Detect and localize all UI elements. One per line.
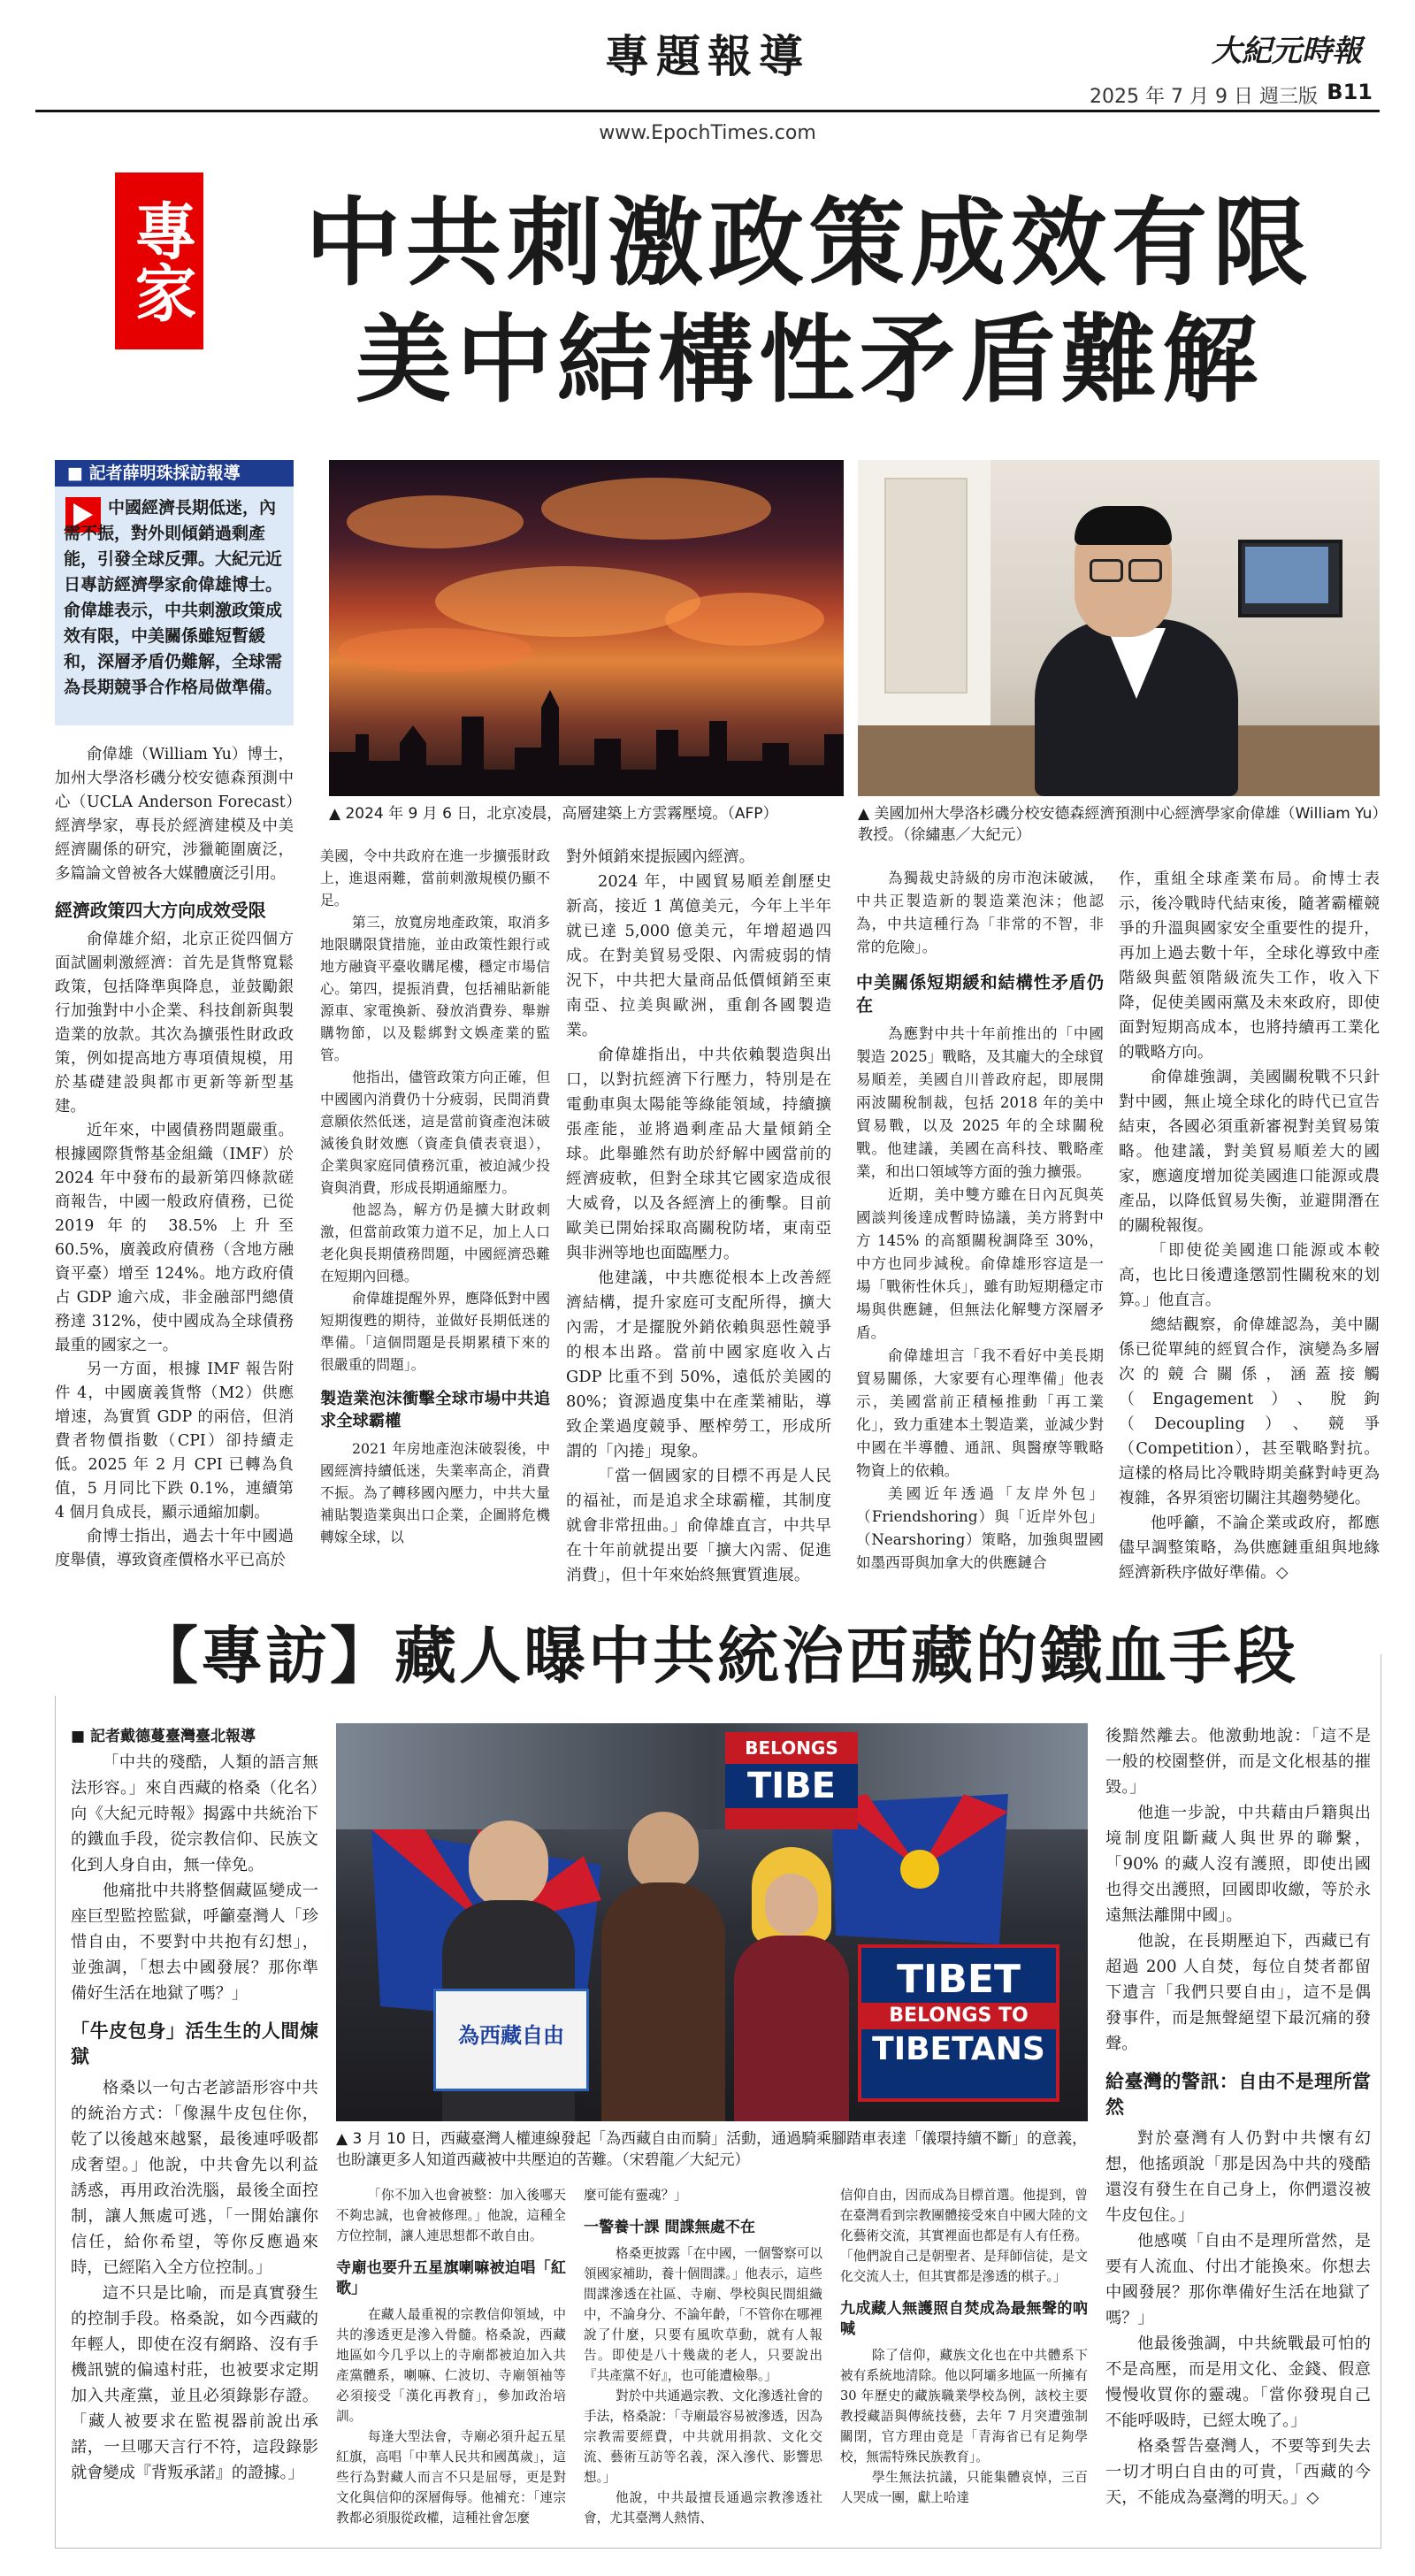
photo-caption: ▲ 美國加州大學洛杉磯分校安德森經濟預測中心經濟學家俞偉雄（William Yu）教授。（徐繡惠／大紀元） xyxy=(858,805,1380,844)
subheading: 「牛皮包身」活生生的人間煉獄 xyxy=(71,2020,318,2067)
paragraph: 美國，令中共政府在進一步擴張財政上，進退兩難，當前刺激規模仍顯不足。 xyxy=(320,847,550,908)
paragraph: 他最後強調，中共統戰最可怕的不是高壓，而是用文化、金錢、假意慢慢收買你的靈魂。「當你發現自己不能呼吸時，已經太晚了。」 xyxy=(1105,2334,1371,2430)
article-column-5 xyxy=(1119,867,1380,1592)
byline: ■ 記者薛明珠採訪報導 xyxy=(55,460,294,487)
paragraph: 俞博士指出，過去十年中國過度舉債，導致資產價格水平已高於 xyxy=(55,1528,294,1569)
paragraph: 他指出，儘管政策方向正確，但中國國內消費仍十分疲弱，民間消費意願依然低迷，這是當前資產泡沫破滅後負財效應（資產負債表衰退），企業與家庭同債務沉重，被迫減少投資與消費，形成長期通縮壓力。 xyxy=(320,1069,550,1196)
subheading: 製造業泡沫衝擊全球市場中共追求全球霸權 xyxy=(320,1390,550,1430)
sign-text: TIBETANS xyxy=(872,2031,1045,2067)
paragraph: 第三，放寬房地產政策，取消多地限購限貸措施，並由政策性銀行或地方融資平臺收購尾樓，穩定市場信心。第四，提振消費，包括補貼新能源車、家電換新、發放消費券、舉辦購物節，以及鬆綁對文娛產業的監管。 xyxy=(320,914,550,1063)
newspaper-logo: 大紀元時報 xyxy=(1212,34,1362,69)
paragraph: 對外傾銷來提振國內經濟。 xyxy=(566,847,755,866)
paragraph: 「你不加入也會被整：加入後哪天不夠忠誠，也會被修理。」他說，這種全方位控制，讓人連思想都不敢自由。 xyxy=(336,2188,566,2243)
paragraph: 為獨裁史詩級的房市泡沫破滅，中共正製造新的製造業泡沫；他認為，中共這種行為「非常的不智，非常的危險」。 xyxy=(856,870,1104,955)
paragraph: 在藏人最重視的宗教信仰領域，中共的滲透更是滲入骨髓。格桑說，西藏地區如今几乎以上的寺廟都被迫加入共產黨體系，喇嘛、仁波切、寺廟領袖等必須接受「漢化再教育」，參加政治培訓。 xyxy=(336,2307,566,2424)
paragraph: 2024 年，中國貿易順差創歷史新高，接近 1 萬億美元，今年上半年就已達 5,000 億美元，年增超過四成。在對美貿易受限、內需疲弱的情況下，中共把大量商品低價傾銷至東南亞、拉美與歐洲，重創各國製造業。 xyxy=(566,872,831,1039)
page-number: B11 xyxy=(1327,80,1373,104)
paragraph: 美國近年透過「友岸外包」（Friendshoring）與「近岸外包」（Nearshoring）策略，加強與盟國如墨西哥與加拿大的供應鏈合 xyxy=(856,1485,1104,1571)
sign-text: BELONGS TO xyxy=(861,2003,1056,2029)
article-column-3 xyxy=(584,2185,822,2539)
byline: ■ 記者戴德蔓臺灣臺北報導 xyxy=(71,1728,256,1745)
paragraph: 他進一步說，中共藉由戶籍與出境制度阻斷藏人與世界的聯繫，「90% 的藏人沒有護照，即使出國也得交出護照，回國即收繳，等於永遠無法離開中國」。 xyxy=(1105,1804,1371,1925)
article-column-1 xyxy=(55,743,294,1592)
paragraph: 麼可能有靈魂？」 xyxy=(584,2188,687,2203)
article-column-3 xyxy=(566,845,831,1592)
paragraph: 他說，在長期壓迫下，西藏已有超過 200 人自焚，每位自焚者都留下遺言「我們只要自由」，這不是偶發事件，而是無聲絕望下最沉痛的發聲。 xyxy=(1105,1932,1371,2053)
subheading: 寺廟也要升五星旗喇嘛被迫唱「紅歌」 xyxy=(336,2259,566,2297)
site-url[interactable]: www.EpochTimes.com xyxy=(599,122,816,144)
paragraph: 近期，美中雙方雖在日內瓦與英國談判後達成暫時協議，美方將對中方 145% 的高額關稅調降至 30%，中方也同步減稅。俞偉雄形容這是一場「戰術性休兵」，雖有助短期穩定市場與供應鏈，但無法化解雙方深層矛盾。 xyxy=(856,1186,1104,1341)
paragraph: 總結觀察，俞偉雄認為，美中關係已從單純的經貿合作，演變為多層次的競合關係，涵蓋接觸（Engagement）、脫鉤（Decoupling）、競爭（Competition），甚至戰略對抗。這樣的格局比冷戰時期美蘇對峙更為複雜，各界須密切關注其趨勢變化。 xyxy=(1119,1315,1380,1507)
section-title: 專題報導 xyxy=(605,30,810,82)
paragraph: 為應對中共十年前推出的「中國製造 2025」戰略，及其龐大的全球貿易順差，美國自川普政府起，即展開兩波關稅制裁，包括 2018 年的美中貿易戰，以及 2025 年的全球關稅戰。他建議，美國在高科技、戰略產業，和出口領域等方面的強力擴張。 xyxy=(856,1025,1104,1180)
subheading: 經濟政策四大方向成效受限 xyxy=(55,901,266,921)
article-column-4 xyxy=(856,867,1104,1592)
subheading: 九成藏人無護照自焚成為最無聲的吶喊 xyxy=(840,2300,1088,2338)
paragraph: 他認為，解方仍是擴大財政刺激，但當前政策力道不足，加上人口老化與長期債務問題，中國經濟恐難在短期內回穩。 xyxy=(320,1201,550,1284)
paragraph: 另一方面，根據 IMF 報告附件 4，中國廣義貨幣（M2）供應增速，為實質 GDP 的兩倍，但消費者物價指數（CPI）卻持續走低。2025 年 2 月 CPI 已轉為負值，5 月同比下跌 0.1%，連續第 4 個月負成長，顯示通縮加劇。 xyxy=(55,1361,294,1522)
paragraph: 信仰自由，因而成為目標首選。他提到，曾在臺灣看到宗教團體接受來自中國大陸的文化藝術交流，其實裡面也都是有人有任務。「他們說自己是朝聖者、是拜師信徒，是文化交流人士，但其實都是滲透的棋子。」 xyxy=(840,2188,1088,2284)
headline-line-1: 中共刺激政策成效有限 xyxy=(304,188,1313,299)
paragraph: 近年來，中國債務問題嚴重。根據國際貨幣基金組織（IMF）於 2024 年中發布的最新第四條款磋商報告，中國一般政府債務，已從 2019 年的 38.5% 上升至 60.5%，廣義政府債務（含地方融資平臺）增至 124%。地方政府債占 GDP 逾六成，非金融部門總債務達 312%，使中國成為全球債務最重的國家之一。 xyxy=(55,1122,294,1354)
protest-poster xyxy=(433,1989,589,2091)
paragraph: 俞偉雄介紹，北京正從四個方面試圖刺激經濟：首先是貨幣寬鬆政策，包括降準與降息，並鼓勵銀行加強對中小企業、科技創新與製造業的放款。其次為擴張性財政政策，例如提高地方專項債規模，用於基礎建設與都市更新等新型基建。 xyxy=(55,931,294,1116)
paragraph: 他感嘆「自由不是理所當然，是要有人流血、付出才能換來。你想去中國發展？那你準備好生活在地獄了嗎？」 xyxy=(1105,2232,1371,2327)
paragraph: 對於臺灣有人仍對中共懷有幻想，他搖頭說「那是因為中共的殘酷還沒有發生在自己身上，你們還沒被牛皮包住。」 xyxy=(1105,2129,1371,2225)
paragraph: 格桑更披露「在中國，一個警察可以領國家補助，養十個間諜。」他表示，這些間諜滲透在社區、寺廟、學校與民間組織中，不論身分、不論年齡，「不管你在哪裡說了什麼，只要有風吹草動，就有人報告。即使是八十幾歲的老人，只要說出『共產黨不好』，也可能遭檢舉。」 xyxy=(584,2246,822,2383)
article-column-4 xyxy=(840,2185,1088,2539)
subheading: 一警養十課 間諜無處不在 xyxy=(584,2219,755,2236)
paragraph: 格桑誓告臺灣人，不要等到失去一切才明白自由的可貴，「西藏的今天，不能成為臺灣的明天。」◇ xyxy=(1105,2437,1371,2507)
sign-text: TIBET xyxy=(897,1957,1021,2002)
paragraph: 他說，中共最擅長通過宗教滲透社會，尤其臺灣人熱情、 xyxy=(584,2490,822,2526)
paragraph: 他呼籲，不論企業或政府，都應儘早調整策略，為供應鏈重組與地緣經濟新秩序做好準備。◇ xyxy=(1119,1514,1380,1582)
paragraph: 他建議，中共應從根本上改善經濟結構，提升家庭可支配所得，擴大內需，才是擺脫外銷依賴與惡性競爭的根本出路。當前中國家庭收入占 GDP 比重不到 50%，遠低於美國的 80%；資源過度集中在產業補貼，導致企業過度競爭、壓榨勞工，形成所謂的「內捲」現象。 xyxy=(566,1269,831,1460)
building-silhouettes xyxy=(329,681,844,796)
protest-sign xyxy=(725,1732,858,1829)
headline-line-2: 美中結構性矛盾難解 xyxy=(355,304,1263,416)
economist-portrait-photo xyxy=(858,460,1380,796)
lead-paragraph: 中國經濟長期低迷，內需不振，對外則傾銷過剩產能，引發全球反彈。大紀元近日專訪經濟學家俞偉雄博士。俞偉雄表示，中共刺激政策成效有限，中美關係雖短暫緩和，深層矛盾仍難解，全球需為長期競爭合作格局做準備。 xyxy=(64,498,283,697)
poster-text: 為西藏自由 xyxy=(458,2023,564,2048)
article-column-2 xyxy=(320,845,550,1592)
photo-caption: ▲ 3 月 10 日，西藏臺灣人權連線發起「為西藏自由而騎」活動，通過騎乘腳踏車表達「儀環持續不斷」的意義，也盼讓更多人知道西藏被中共壓迫的苦難。（宋碧龍／大紀元） xyxy=(336,2130,1088,2169)
paragraph: 俞偉雄指出，中共依賴製造與出口，以對抗經濟下行壓力，特別是在電動車與太陽能等綠能領域，持續擴張產能，並將過剩產品大量傾銷全球。此舉雖然有助於紓解中國當前的經濟疲軟，但對全球其它國家造成很大威脅，以及各經濟上的衝擊。目前歐美已開始採取高關稅防堵，東南亞與非洲等地也面臨壓力。 xyxy=(566,1046,831,1262)
paragraph: 2021 年房地產泡沫破裂後，中國經濟持續低迷，失業率高企，消費不振。為了轉移國內壓力，中共大量補貼製造業與出口企業，企圖將危機轉嫁全球，以 xyxy=(320,1440,550,1545)
sign-text: TIBE xyxy=(725,1764,858,1808)
paragraph: 作，重組全球產業布局。俞博士表示，後冷戰時代結束後，隨著霸權競爭的升溫與國家安全重要性的提升，再加上過去數十年，全球化導致中產階級與藍領階級流失工作，收入下降，促使美國兩黨及未來政府，即使面對短期高成本，也將持續再工業化的戰略方向。 xyxy=(1119,870,1380,1062)
paragraph: 俞偉雄提醒外界，應降低對中國短期復甦的期待，並做好長期低迷的準備。「這個問題是長期累積下來的很嚴重的問題」。 xyxy=(320,1290,550,1373)
publication-date: 2025 年 7 月 9 日 週三版 xyxy=(1090,86,1318,108)
paragraph: 俞偉雄強調，美國關稅戰不只針對中國，無止境全球化的時代已宣告結束，各國必須重新審視對美貿易策略。他建議，對美貿易順差大的國家，應適度增加從美國進口能源或農產品，以降低貿易失衡，並避開潛在的關稅報復。 xyxy=(1119,1068,1380,1235)
paragraph: 「中共的殘酷，人類的語言無法形容。」來自西藏的格桑（化名）向《大紀元時報》揭露中共統治下的鐵血手段，從宗教信仰、民族文化到人身自由，無一倖免。 xyxy=(71,1753,318,1874)
headline-2: 【專訪】藏人曝中共統治西藏的鐵血手段 xyxy=(55,1606,1380,1696)
paragraph: 俞偉雄（William Yu）博士，加州大學洛杉磯分校安德森預測中心（UCLA Anderson Forecast）經濟學家，專長於經濟建模及中美經濟關係的研究，涉獵範圍廣泛，多篇論文曾被各大媒體廣泛引用。 xyxy=(55,746,294,883)
paragraph: 「即使從美國進口能源或本較高，也比日後遭逢懲罰性關稅來的划算。」他直言。 xyxy=(1119,1241,1380,1309)
paragraph: 除了信仰，藏族文化也在中共體系下被有系統地清除。他以阿壩多地區一所擁有 30 年歷史的藏族職業學校為例，該校主要教授藏語與傳統技藝，去年 7 月突遭強制關閉，官方理由竟是「青海省已有足夠學校，無需特殊民族教育」。 xyxy=(840,2348,1088,2465)
subheading: 給臺灣的警訊：自由不是理所當然 xyxy=(1105,2071,1371,2118)
tibetan-flag-icon xyxy=(831,1794,1008,1944)
paragraph: 學生無法抗議，只能集體哀悼，三百人哭成一團，獻上哈達 xyxy=(840,2470,1088,2505)
paragraph: 每逢大型法會，寺廟必須升起五星紅旗，高唱「中華人民共和國萬歲」，這些行為對藏人而言不只是屈辱，更是對文化與信仰的深層侮辱。他補充：「連宗教都必須服從政權，這種社會怎麼 xyxy=(336,2429,566,2526)
article-column-2 xyxy=(336,2185,566,2539)
tibet-rally-photo xyxy=(336,1723,1088,2121)
article-column-1 xyxy=(71,1750,318,2537)
paragraph: 他痛批中共將整個藏區變成一座巨型監控監獄，呼籲臺灣人「珍惜自由，不要對中共抱有幻想」，並強調，「想去中國發展？那你準備好生活在地獄了嗎？」 xyxy=(71,1882,318,2003)
subheading: 中美關係短期緩和結構性矛盾仍在 xyxy=(856,972,1104,1016)
photo-caption: ▲ 2024 年 9 月 6 日，北京凌晨，高層建築上方雲霧壓境。（AFP） xyxy=(329,805,778,823)
paragraph: 「當一個國家的目標不再是人民的福祉，而是追求全球霸權，其制度就會非常扭曲。」俞偉雄直言，中共早在十年前就提出要「擴大內需、促進消費」，但十年來始終無實質進展。 xyxy=(566,1467,831,1584)
paragraph: 這不只是比喻，而是真實發生的控制手段。格桑說，如今西藏的年輕人，即使在沒有網路、沒有手機訊號的偏遠村莊，也被要求定期加入共產黨，並且必須錄影存證。「藏人被要求在監視器前說出承諾，一旦哪天言行不符，這段錄影就會變成『背叛承諾』的證據。」 xyxy=(71,2284,318,2482)
protest-sign xyxy=(858,1944,1059,2102)
paragraph: 後黯然離去。他激動地說：「這不是一般的校園整併，而是文化根基的摧毀。」 xyxy=(1105,1727,1371,1797)
paragraph: 格桑以一句古老諺語形容中共的統治方式：「像濕牛皮包住你，乾了以後越來越緊，最後連呼吸都成奢望。」他說，中共會先以利益誘惑，再用政治洗腦，最後全面控制，讓人無處可逃，「一開始讓你信任，給你希望，等你反應過來時，已經陷入全方位控制。」 xyxy=(71,2079,318,2277)
masthead-rule xyxy=(35,110,1380,112)
paragraph: 俞偉雄坦言「我不看好中美長期貿易關係，大家要有心理準備」他表示，美國當前正積極推動「再工業化」，致力重建本土製造業，並減少對中國在半導體、通訊、與醫療等戰略物資上的依賴。 xyxy=(856,1347,1104,1479)
paragraph: 對於中共通過宗教、文化滲透社會的手法，格桑說：「寺廟最容易被滲透，因為宗教需要經費，中共就用捐款、文化交流、藝術互訪等名義，深入滲代、影響思想。」 xyxy=(584,2388,822,2485)
sign-text: BELONGS xyxy=(745,1737,838,1759)
expert-badge: 專家 xyxy=(115,172,203,349)
beijing-skyline-photo xyxy=(329,460,844,796)
article-column-5 xyxy=(1105,1723,1371,2537)
